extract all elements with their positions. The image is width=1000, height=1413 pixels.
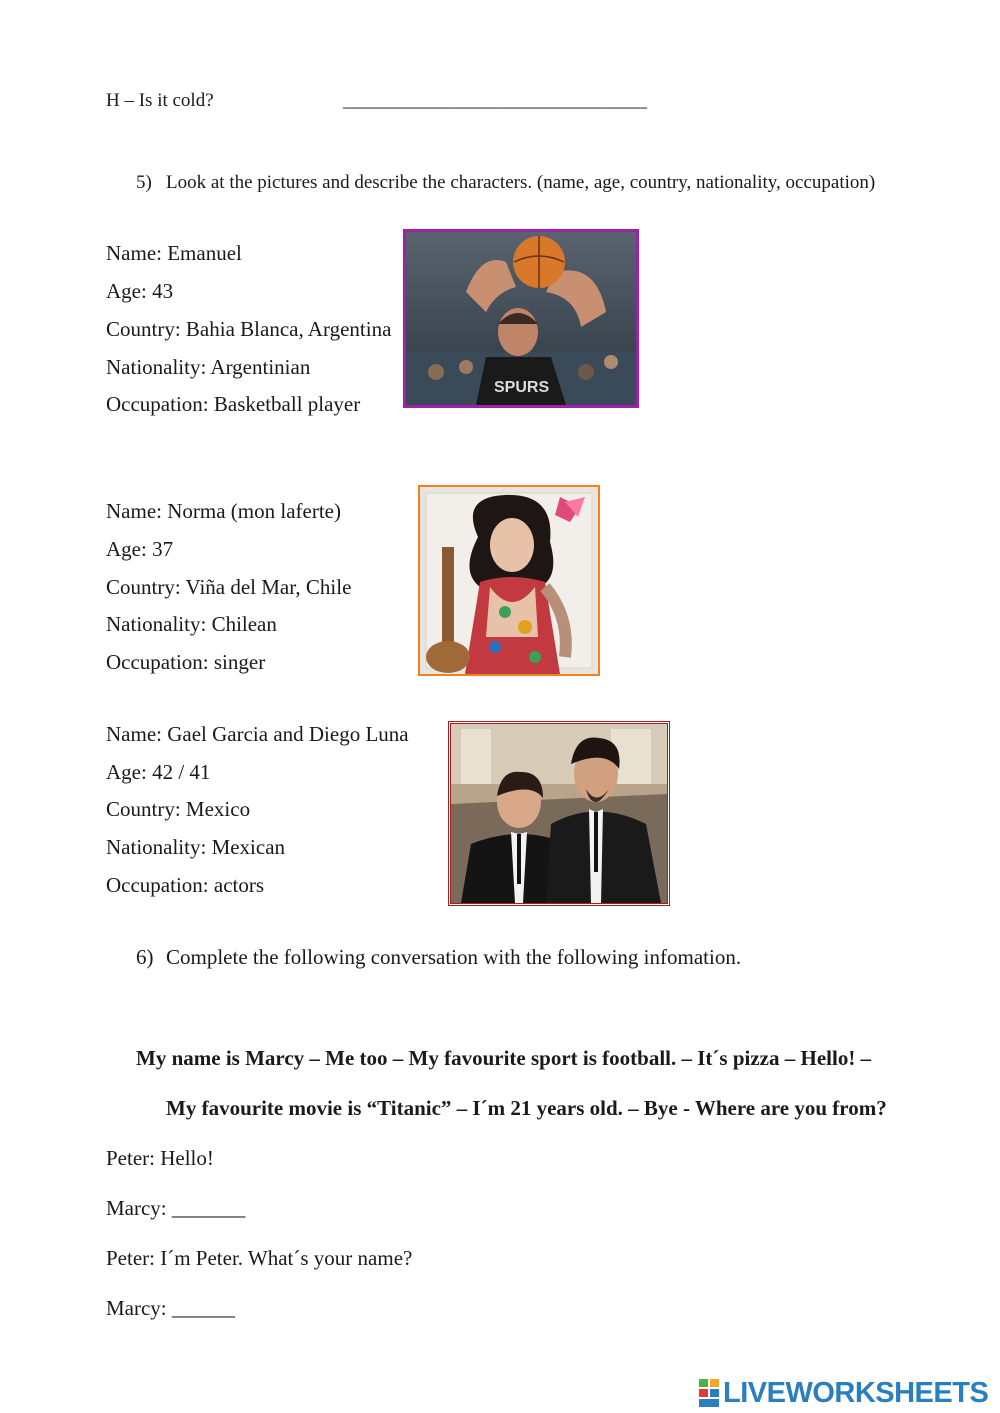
person-country: Country: Bahia Blanca, Argentina xyxy=(106,317,392,341)
person-age: Age: 42 / 41 xyxy=(106,760,211,784)
liveworksheets-logo xyxy=(698,1376,988,1410)
person-nationality: Nationality: Chilean xyxy=(106,612,277,636)
person-nationality: Nationality: Argentinian xyxy=(106,355,311,379)
logo-text: LIVEWORKSHEETS xyxy=(723,1376,989,1409)
person-nationality: Nationality: Mexican xyxy=(106,835,286,859)
dialogue-line-marcy-blank-2[interactable]: Marcy: ______ xyxy=(106,1296,235,1320)
dialogue-line-peter-hello: Peter: Hello! xyxy=(106,1146,214,1170)
question-5-number: 5) xyxy=(136,172,152,193)
svg-text:SPURS: SPURS xyxy=(494,379,550,396)
person-age: Age: 37 xyxy=(106,537,174,561)
dialogue-line-marcy-blank[interactable]: Marcy: _______ xyxy=(106,1196,246,1220)
basketball-player-photo xyxy=(403,229,639,408)
person-occupation: Occupation: singer xyxy=(106,650,266,674)
word-bank-line-1: My name is Marcy – Me too – My favourite sport is football. – It´s pizza – Hello! – xyxy=(136,1046,872,1070)
person-country: Country: Mexico xyxy=(106,797,251,821)
person-country: Country: Viña del Mar, Chile xyxy=(106,575,352,599)
logo-mark-icon xyxy=(698,1378,720,1408)
person-name: Name: Gael Garcia and Diego Luna xyxy=(106,722,409,746)
question-5-instruction: Look at the pictures and describe the characters. (name, age, country, nationality, occupation) xyxy=(166,172,876,193)
dialogue-line-peter-name: Peter: I´m Peter. What´s your name? xyxy=(106,1246,413,1270)
person-occupation: Occupation: actors xyxy=(106,873,265,897)
person-name: Name: Emanuel xyxy=(106,241,242,265)
person-age: Age: 43 xyxy=(106,279,174,303)
singer-photo xyxy=(418,485,600,676)
answer-blank-h[interactable]: ________________________________ xyxy=(343,90,647,111)
question-6-number: 6) xyxy=(136,945,154,969)
person-occupation: Occupation: Basketball player xyxy=(106,392,361,416)
word-bank-line-2: My favourite movie is “Titanic” – I´m 21 years old. – Bye - Where are you from? xyxy=(166,1096,887,1120)
question-h-text: H – Is it cold? xyxy=(106,90,214,111)
person-name: Name: Norma (mon laferte) xyxy=(106,499,341,523)
actors-photo xyxy=(448,721,670,906)
question-6-instruction: Complete the following conversation with the following infomation. xyxy=(166,945,742,969)
